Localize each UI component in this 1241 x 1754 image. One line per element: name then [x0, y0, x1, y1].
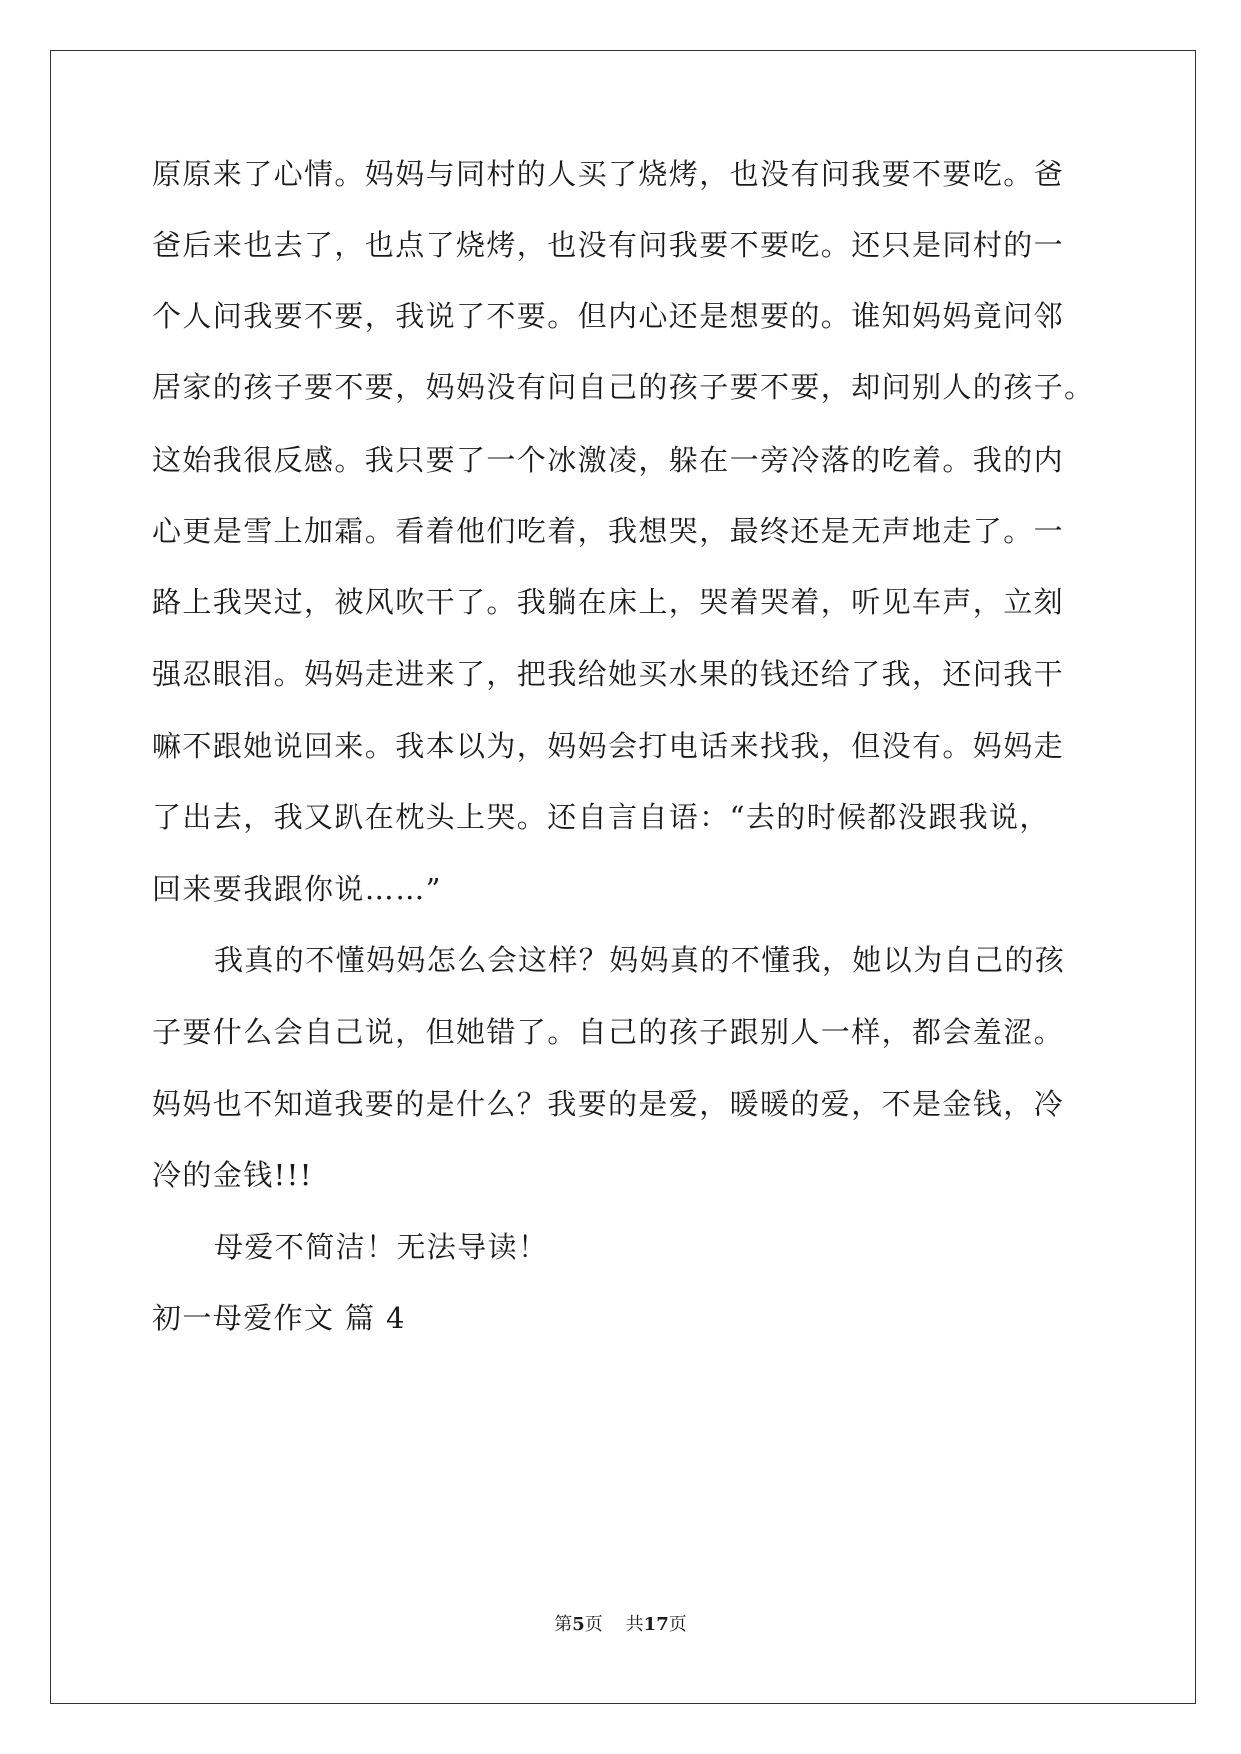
body-text-line: 回来要我跟你说……” — [152, 872, 442, 906]
body-text-line: 爸后来也去了，也点了烧烤，也没有问我要不要吃。还只是同村的一 — [152, 228, 1065, 262]
footer-prefix: 第 — [554, 1614, 573, 1635]
body-text-line: 嘛不跟她说回来。我本以为，妈妈会打电话来找我，但没有。妈妈走 — [152, 729, 1065, 763]
body-text-line: 母爱不简洁！无法导读！ — [214, 1230, 549, 1264]
body-text-line: 心更是雪上加霜。看着他们吃着，我想哭，最终还是无声地走了。一 — [152, 514, 1065, 548]
section-heading: 初一母爱作文 篇 4 — [152, 1301, 406, 1335]
body-text-line: 我真的不懂妈妈怎么会这样？妈妈真的不懂我，她以为自己的孩 — [214, 943, 1066, 977]
footer-page-number: 5 — [572, 1614, 585, 1635]
footer-total-pages: 17 — [643, 1614, 669, 1635]
body-text-line: 冷的金钱!!! — [152, 1158, 313, 1192]
body-text-line: 强忍眼泪。妈妈走进来了，把我给她买水果的钱还给了我，还问我干 — [152, 657, 1065, 691]
body-text-line: 原原来了心情。妈妈与同村的人买了烧烤，也没有问我要不要吃。爸 — [152, 157, 1065, 191]
body-text-line: 个人问我要不要，我说了不要。但内心还是想要的。谁知妈妈竟问邻 — [152, 299, 1065, 333]
body-text-line: 了出去，我又趴在枕头上哭。还自言自语：“去的时候都没跟我说， — [152, 800, 1050, 834]
body-text-line: 妈妈也不知道我要的是什么？我要的是爱，暖暖的爱，不是金钱，冷 — [152, 1087, 1065, 1121]
body-text-line: 这始我很反感。我只要了一个冰激凌，躲在一旁冷落的吃着。我的内 — [152, 443, 1065, 477]
footer-mid: 页 共 — [584, 1614, 644, 1635]
page-footer — [0, 1613, 1241, 1637]
footer-suffix: 页 — [668, 1614, 687, 1635]
body-text-line: 居家的孩子要不要，妈妈没有问自己的孩子要不要，却问别人的孩子。 — [152, 370, 1095, 404]
body-text-line: 子要什么会自己说，但她错了。自己的孩子跟别人一样，都会羞涩。 — [152, 1015, 1065, 1049]
body-text-line: 路上我哭过，被风吹干了。我躺在床上，哭着哭着，听见车声，立刻 — [152, 585, 1065, 619]
